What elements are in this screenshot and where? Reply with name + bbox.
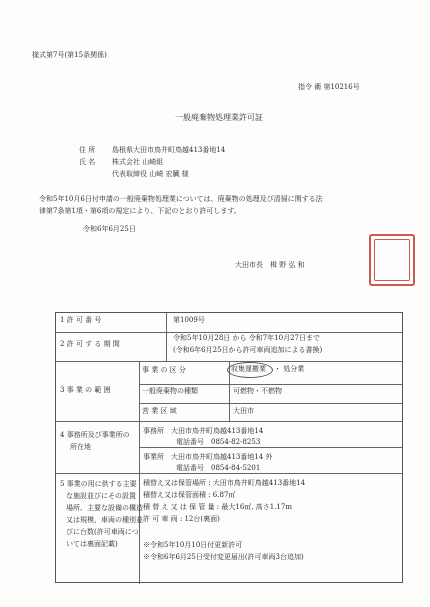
row2-label: 2 許 可 す る 期 間 [60,340,120,348]
waste-type-value: 可燃物・不燃物 [233,387,282,395]
permit-number: 第1009号 [173,316,205,324]
row4-label-2: 所在地 [70,443,91,451]
company-name: 株式会社 山崎組 [112,158,164,166]
page-title: 一般廃棄物処理業許可証 [175,113,263,122]
site-phone: 電話番号 0854-84-5201 [176,464,261,472]
disposal: ・ 処分業 [274,365,305,373]
row1-label: 1 許 可 番 号 [60,316,102,324]
site-address: 事業所 大田市鳥井町鳥越413番地14 外 [143,453,273,461]
office-address: 事務所 大田市鳥井町鳥越413番地14 [143,427,264,435]
business-type-label: 事 業 の 区 分 [142,366,186,374]
body-text-line1: 令和5年10月6日付申請の一般廃棄物処理業については、廃棄物の処理及び清掃に関する法 [39,195,323,203]
address-value: 島根県大田市鳥井町鳥越413番地14 [112,146,226,154]
representative: 代表取締役 山崎 宏臓 様 [112,170,189,178]
issuer: 大田市長 楫 野 弘 和 [235,261,305,269]
area-value: 大田市 [233,407,254,415]
issue-date: 令和6年6月25日 [83,225,136,233]
form-header: 様式第7号(第15条関係) [32,51,107,59]
doc-number: 指令 衛 第10216号 [298,83,360,91]
permit-document: 様式第7号(第15条関係) 指令 衛 第10216号 一般廃棄物処理業許可証 住 所 島根県大田市鳥井町鳥越413番地14 氏 名 株式会社 山崎組 代表取締役 山崎 宏臓 様 令和5年10月6日付申請の一般廃棄物処理業については、廃棄物の処理及び清掃に関する法 律第7条第1項・第6項の規定により、下記のとおり許可します。 令和6年6月25日 大田市長 楫 野 弘 和 1 許 可 番 号 第1009号 2 許 可 す る 期 間 令和5年10月28日 から 令和7年10月27日まで (令和6年6月25日から許可車両追加による書換) 3 事 業 の 範 囲 事 業 の 区 分 収集運搬業 ・ 処分業 一般廃棄物の種類 可燃物・不燃物 営 業 区 域 大田市 4 事務所及び事業所の 所在地 事務所 大田市鳥井町鳥越413番地14 電話番号 0854-82-8253 事業所 大田市鳥井町鳥越413番地14 外 電話番号 0854-84-5201 5 事業の用に供する主要 な施設並びにその設置 場所、主要な設備の構造 又は規模、車両の種別並 びに台数(許可車両につ いては裏面記載) 積替え又は保管場所 : 大田市鳥井町鳥越413番地14 積替え又は保管面積 : 6.87㎡ 積 替 え 又 は 保 管 量 : 最大16㎥, 高さ1.17m 許 可 車 両 : 12台(裏面) ※令和5年10月10日付更新許可 ※令和6年6月25日受付変更届出(許可車両3台追加) [0,0,430,607]
waste-type-label: 一般廃棄物の種類 [142,387,198,395]
period-line1: 令和5年10月28日 から 令和7年10月27日まで [173,334,320,342]
collection-transport: 収集運搬業 [231,365,266,373]
row3-label: 3 事 業 の 範 囲 [60,386,111,394]
area-label: 営 業 区 域 [142,407,177,415]
address-label: 住 所 [79,146,96,154]
period-line2: (令和6年6月25日から許可車両追加による書換) [173,346,323,354]
body-text-line2: 律第7条第1項・第6項の規定により、下記のとおり許可します。 [39,207,241,215]
official-seal [369,234,415,286]
name-label: 氏 名 [79,158,96,166]
office-phone: 電話番号 0854-82-8253 [176,438,261,446]
row4-label-1: 4 事務所及び事業所の [60,431,130,439]
